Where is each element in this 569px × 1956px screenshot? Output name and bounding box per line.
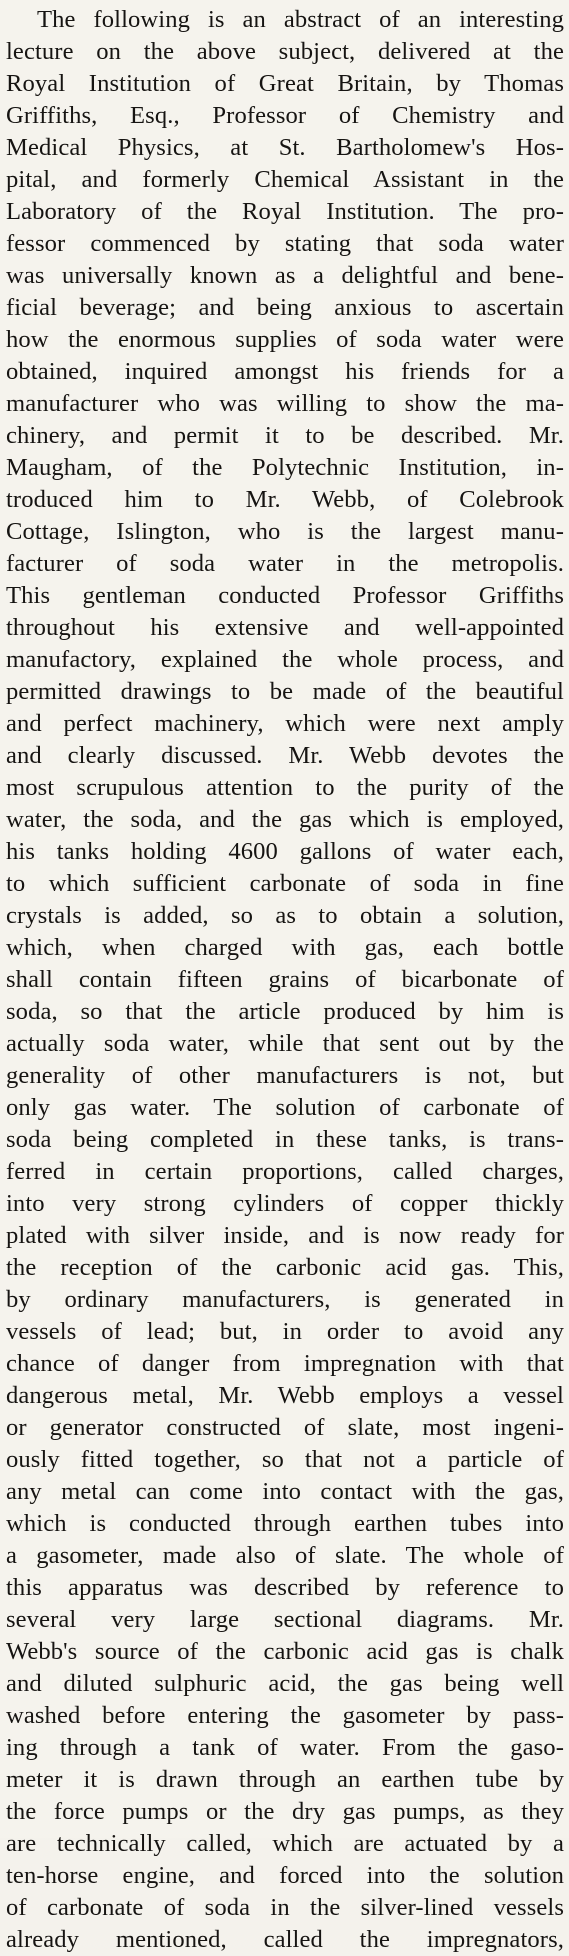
- text-line: pital, and formerly Chemical Assistant in the: [6, 166, 564, 193]
- text-line: which is conducted through earthen tubes into: [6, 1510, 564, 1537]
- article-text-column: [6, 4, 564, 1956]
- text-line: by ordinary manufacturers, is generated in: [6, 1286, 564, 1313]
- text-line: facturer of soda water in the metropolis.: [6, 550, 564, 577]
- text-line: throughout his extensive and well-appointed: [6, 614, 564, 641]
- text-line: This gentleman conducted Professor Griffiths: [6, 582, 564, 609]
- text-line: soda, so that the article produced by him is: [6, 998, 564, 1025]
- text-line: any metal can come into contact with the gas,: [6, 1478, 564, 1505]
- text-line: already mentioned, called the impregnators,: [6, 1926, 564, 1953]
- text-line: and diluted sulphuric acid, the gas being well: [6, 1670, 564, 1697]
- text-line: fessor commenced by stating that soda water: [6, 230, 564, 257]
- text-line: into very strong cylinders of copper thickly: [6, 1190, 564, 1217]
- text-line: Maugham, of the Polytechnic Institution, in-: [6, 454, 564, 481]
- text-line: The following is an abstract of an interesting: [37, 6, 564, 33]
- text-line: water, the soda, and the gas which is employed,: [6, 806, 564, 833]
- text-line: washed before entering the gasometer by pass-: [6, 1702, 564, 1729]
- text-line: manufacturer who was willing to show the ma-: [6, 390, 564, 417]
- text-line: several very large sectional diagrams. Mr.: [6, 1606, 564, 1633]
- text-line: ten-horse engine, and forced into the solution: [6, 1862, 564, 1889]
- text-line: Cottage, Islington, who is the largest manu-: [6, 518, 564, 545]
- text-line: and perfect machinery, which were next amply: [6, 710, 564, 737]
- text-line: to which sufficient carbonate of soda in fine: [6, 870, 564, 897]
- text-line: are technically called, which are actuated by a: [6, 1830, 564, 1857]
- text-line: how the enormous supplies of soda water were: [6, 326, 564, 353]
- text-line: obtained, inquired amongst his friends for a: [6, 358, 564, 385]
- text-line: a gasometer, made also of slate. The whole of: [6, 1542, 564, 1569]
- text-line: chance of danger from impregnation with that: [6, 1350, 564, 1377]
- text-line: actually soda water, while that sent out by the: [6, 1030, 564, 1057]
- text-line: most scrupulous attention to the purity of the: [6, 774, 564, 801]
- text-line: Griffiths, Esq., Professor of Chemistry and: [6, 102, 564, 129]
- text-line: shall contain fifteen grains of bicarbonate of: [6, 966, 564, 993]
- text-line: Webb's source of the carbonic acid gas is chalk: [6, 1638, 564, 1665]
- text-line: troduced him to Mr. Webb, of Colebrook: [6, 486, 564, 513]
- text-line: manufactory, explained the whole process, and: [6, 646, 564, 673]
- text-line: meter it is drawn through an earthen tube by: [6, 1766, 564, 1793]
- text-line: permitted drawings to be made of the beautiful: [6, 678, 564, 705]
- text-line: or generator constructed of slate, most ingeni-: [6, 1414, 564, 1441]
- text-line: plated with silver inside, and is now ready for: [6, 1222, 564, 1249]
- text-line: ficial beverage; and being anxious to ascertain: [6, 294, 564, 321]
- text-line: vessels of lead; but, in order to avoid any: [6, 1318, 564, 1345]
- text-line: crystals is added, so as to obtain a solution,: [6, 902, 564, 929]
- text-line: generality of other manufacturers is not, but: [6, 1062, 564, 1089]
- text-line: lecture on the above subject, delivered at the: [6, 38, 564, 65]
- text-line: Medical Physics, at St. Bartholomew's Hos-: [6, 134, 564, 161]
- text-line: chinery, and permit it to be described. Mr.: [6, 422, 564, 449]
- text-line: and clearly discussed. Mr. Webb devotes the: [6, 742, 564, 769]
- text-line: Laboratory of the Royal Institution. The pro-: [6, 198, 564, 225]
- text-line: dangerous metal, Mr. Webb employs a vessel: [6, 1382, 564, 1409]
- text-line: soda being completed in these tanks, is trans-: [6, 1126, 564, 1153]
- text-line: of carbonate of soda in the silver-lined vessels: [6, 1894, 564, 1921]
- text-line: his tanks holding 4600 gallons of water each,: [6, 838, 564, 865]
- text-line: the reception of the carbonic acid gas. This,: [6, 1254, 564, 1281]
- text-line: Royal Institution of Great Britain, by Thomas: [6, 70, 564, 97]
- text-line: only gas water. The solution of carbonate of: [6, 1094, 564, 1121]
- text-line: was universally known as a delightful and bene-: [6, 262, 564, 289]
- text-line: ferred in certain proportions, called charges,: [6, 1158, 564, 1185]
- text-line: ously fitted together, so that not a particle of: [6, 1446, 564, 1473]
- text-line: this apparatus was described by reference to: [6, 1574, 564, 1601]
- text-line: the force pumps or the dry gas pumps, as they: [6, 1798, 564, 1825]
- text-line: ing through a tank of water. From the gaso-: [6, 1734, 564, 1761]
- text-line: which, when charged with gas, each bottle: [6, 934, 564, 961]
